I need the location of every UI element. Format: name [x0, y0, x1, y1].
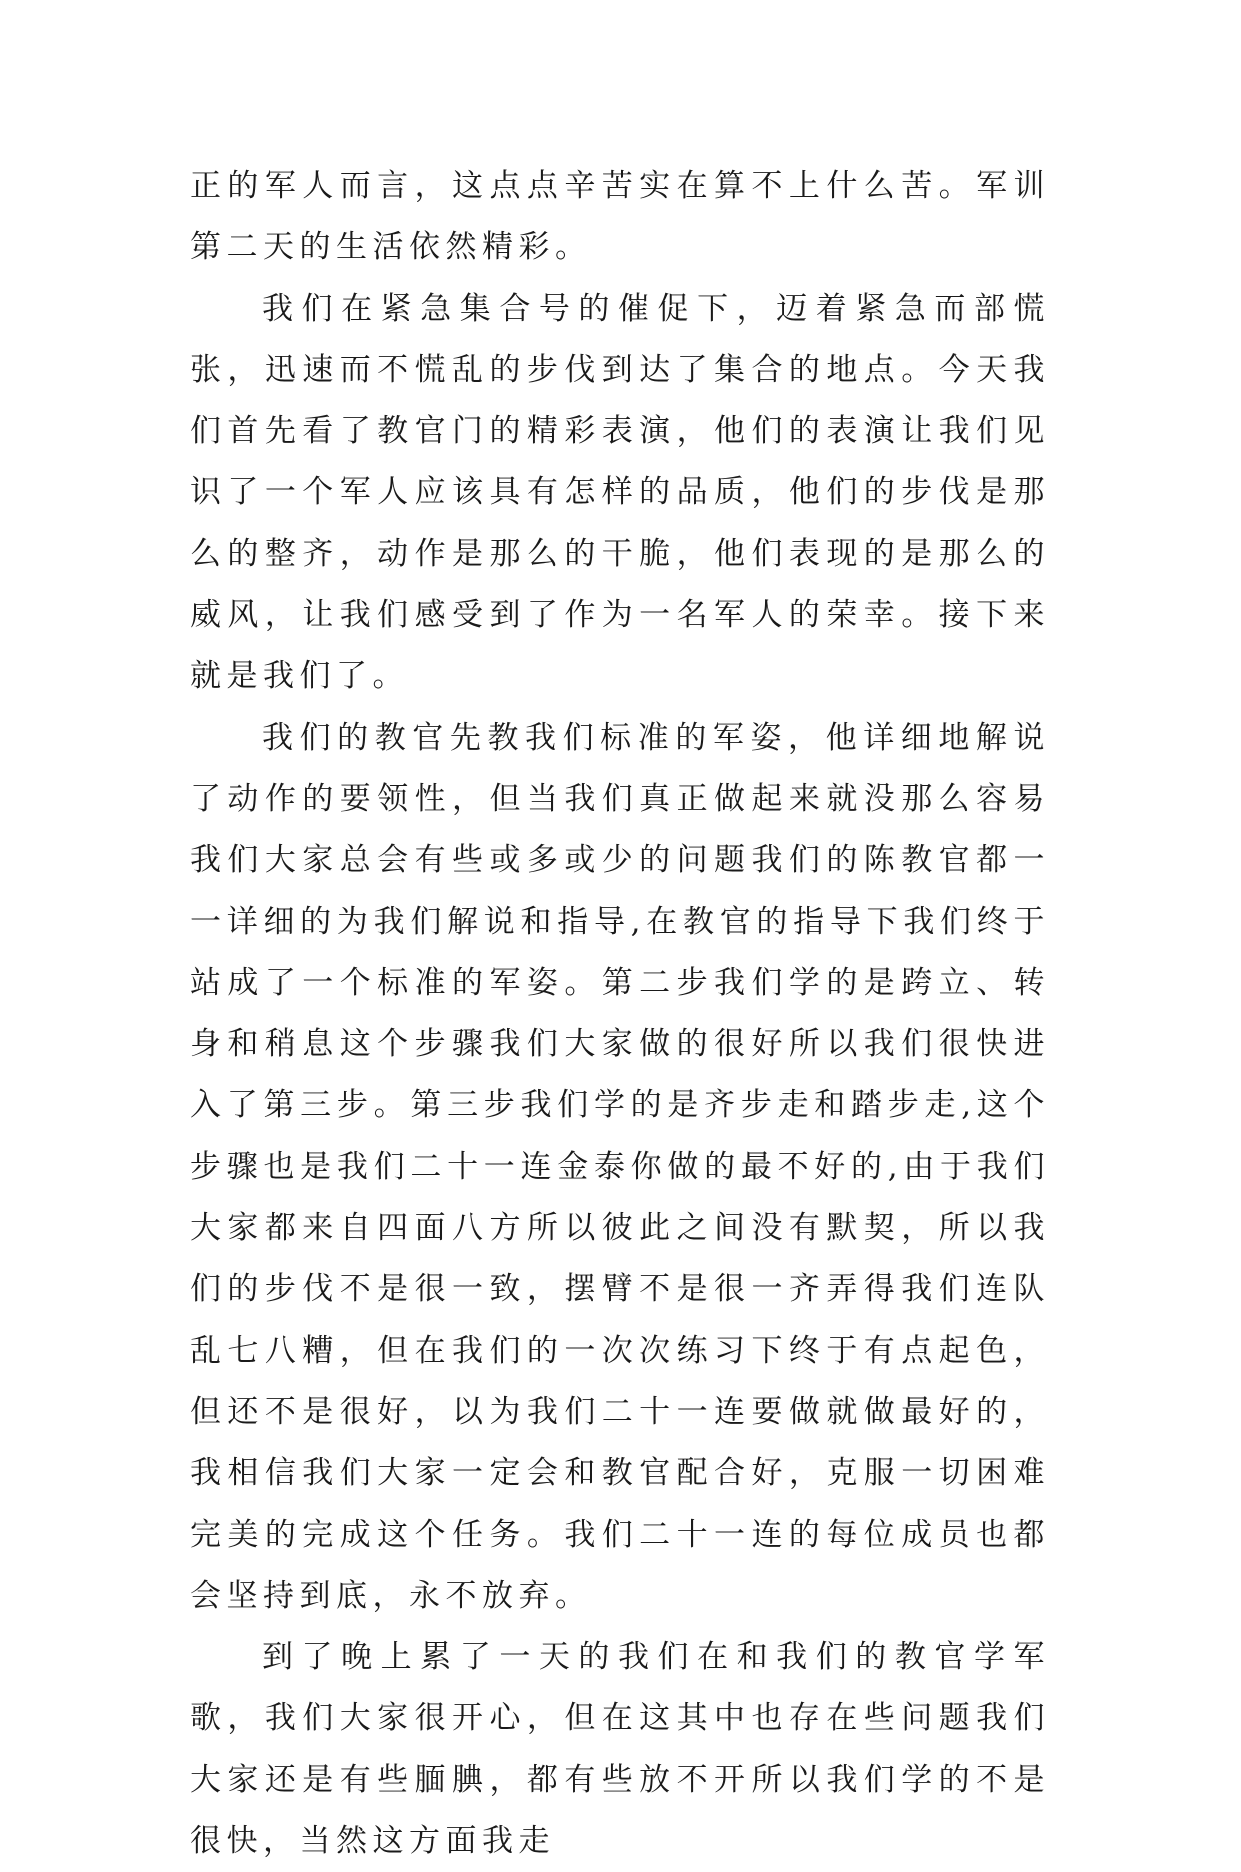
body-text: [190, 156, 1050, 1872]
paragraph-4: 到了晚上累了一天的我们在和我们的教官学军歌，我们大家很开心，但在这其中也存在些问题我们大家还是有些腼腆，都有些放不开所以我们学的不是很快，当然这方面我走: [190, 1639, 1050, 1860]
paragraph-1: 正的军人而言，这点点辛苦实在算不上什么苦。军训第二天的生活依然精彩。: [190, 168, 1050, 266]
paragraph-3: 我们的教官先教我们标准的军姿，他详细地解说了动作的要领性，但当我们真正做起来就没那么容易我们大家总会有些或多或少的问题我们的陈教官都一一详细的为我们解说和指导,在教官的指导下我们终于站成了一个标准的军姿。第二步我们学的是跨立、转身和稍息这个步骤我们大家做的很好所以我们很快进入了第三步。第三步我们学的是齐步走和踏步走,这个步骤也是我们二十一连金泰你做的最不好的,由于我们大家都来自四面八方所以彼此之间没有默契，所以我们的步伐不是很一致，摆臂不是很一齐弄得我们连队乱七八糟，但在我们的一次次练习下终于有点起色，但还不是很好，以为我们二十一连要做就做最好的，我相信我们大家一定会和教官配合好，克服一切困难完美的完成这个任务。我们二十一连的每位成员也都会坚持到底，永不放弃。: [190, 719, 1050, 1614]
paragraph-2: 我们在紧急集合号的催促下，迈着紧急而部慌张，迅速而不慌乱的步伐到达了集合的地点。今天我们首先看了教官门的精彩表演，他们的表演让我们见识了一个军人应该具有怎样的品质，他们的步伐是那么的整齐，动作是那么的干脆，他们表现的是那么的威风，让我们感受到了作为一名军人的荣幸。接下来就是我们了。: [190, 290, 1050, 695]
